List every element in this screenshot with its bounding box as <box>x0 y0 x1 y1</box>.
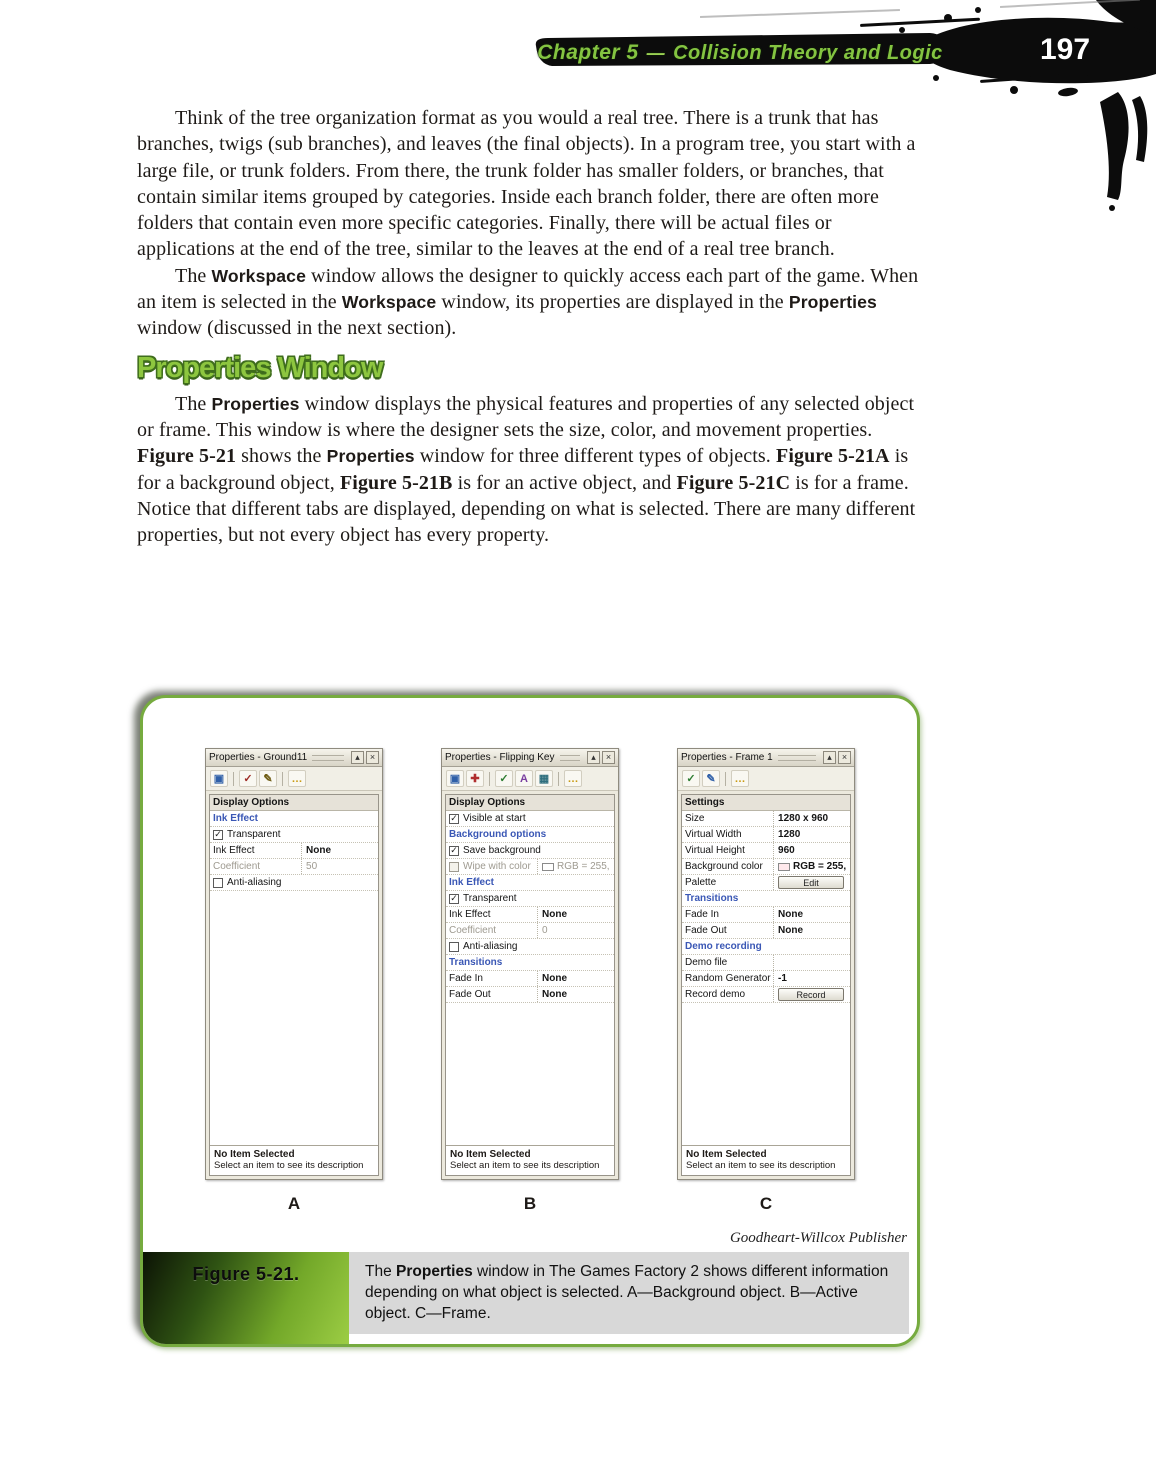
properties-panel-a <box>205 748 383 1180</box>
paragraph-properties-window <box>137 391 923 549</box>
chapter-label: Chapter 5 <box>537 41 639 64</box>
panel-body <box>445 794 615 1176</box>
figure-reference: Figure 5-21A <box>776 445 890 468</box>
figure-caption <box>143 1252 917 1344</box>
panel-titlebar[interactable] <box>678 749 854 767</box>
property-label: Anti-aliasing <box>213 875 376 890</box>
property-row[interactable] <box>682 827 850 843</box>
panel-toolbar <box>206 767 382 791</box>
property-row[interactable] <box>210 827 378 843</box>
property-row[interactable] <box>682 843 850 859</box>
figure-5-21 <box>140 695 920 1347</box>
property-row[interactable] <box>682 859 850 875</box>
panel-empty-area <box>682 1003 850 1145</box>
checkbox[interactable]: ✓ <box>450 813 458 823</box>
display-options-icon[interactable]: ▣ <box>210 770 228 787</box>
titlebar-grip <box>312 755 344 761</box>
property-label: Anti-aliasing <box>449 939 612 954</box>
property-row[interactable] <box>446 907 614 923</box>
section-label: Settings <box>685 797 725 808</box>
property-label: Demo file <box>685 957 728 968</box>
property-label: ✓ Transparent <box>450 893 517 904</box>
property-label: ✓ Visible at start <box>450 813 526 824</box>
property-row[interactable] <box>682 939 850 955</box>
property-label: Ink Effect <box>213 845 255 856</box>
body-text <box>137 105 923 548</box>
footer-description: Select an item to see its description <box>450 1160 600 1171</box>
section-label: Display Options <box>213 797 290 808</box>
properties-panel-b <box>441 748 619 1180</box>
section-link: Transitions <box>449 957 503 968</box>
text-segment: window for three different types of objects. <box>414 445 776 468</box>
runtime-options-icon[interactable]: ✓ <box>239 770 257 787</box>
property-value: None <box>773 923 848 938</box>
property-value <box>773 875 848 890</box>
figure-reference: Figure 5-21 <box>137 445 237 468</box>
figure-number: Figure 5-21. <box>192 1264 300 1284</box>
section-link: Background options <box>449 829 547 840</box>
property-row[interactable] <box>682 907 850 923</box>
about-icon[interactable]: … <box>731 770 749 787</box>
chapter-banner <box>537 38 943 68</box>
text-segment: window, its properties are displayed in the <box>436 291 789 314</box>
panel-titlebar[interactable] <box>442 749 618 767</box>
property-row[interactable] <box>210 875 378 891</box>
panel-footer <box>210 1145 378 1175</box>
property-label: Ink Effect <box>449 909 491 920</box>
property-row[interactable] <box>682 987 850 1003</box>
footer-description: Select an item to see its description <box>686 1160 836 1171</box>
property-row[interactable] <box>682 875 850 891</box>
chapter-title: Collision Theory and Logic <box>673 41 943 64</box>
property-label: Fade Out <box>685 925 727 936</box>
footer-title: No Item Selected <box>686 1149 767 1160</box>
section-link: Transitions <box>685 893 739 904</box>
panel-title: Properties - Frame 1 <box>681 752 773 763</box>
color-swatch[interactable] <box>778 863 790 871</box>
property-row[interactable] <box>446 987 614 1003</box>
display-options-icon[interactable]: ▣ <box>446 770 464 787</box>
property-value <box>773 955 848 970</box>
property-value: 960 <box>773 843 848 858</box>
panel-empty-area <box>210 891 378 1145</box>
section-heading: Properties Window <box>137 351 383 384</box>
property-row[interactable] <box>446 923 614 939</box>
property-label: Fade In <box>449 973 483 984</box>
section-link: Demo recording <box>685 941 762 952</box>
record-button[interactable]: Record <box>778 988 844 1001</box>
section-label: Display Options <box>449 797 526 808</box>
property-row[interactable] <box>210 811 378 827</box>
property-label: Coefficient <box>213 861 261 872</box>
panel-title: Properties - Flipping Key <box>445 752 555 763</box>
checkbox[interactable] <box>449 942 459 952</box>
close-button[interactable]: × <box>838 751 851 764</box>
collapse-button[interactable]: ▴ <box>587 751 600 764</box>
figure-panels <box>143 698 917 1214</box>
text-segment: window allows the designer to quickly access each part of the game. When an item is selected in the <box>137 264 919 314</box>
property-value: -1 <box>773 971 848 986</box>
property-row[interactable] <box>682 795 850 811</box>
checkbox[interactable]: ✓ <box>450 845 458 855</box>
page-number: 197 <box>1039 33 1091 66</box>
panel-column-b <box>441 748 619 1214</box>
property-label: Coefficient <box>449 925 497 936</box>
property-row[interactable] <box>682 923 850 939</box>
figure-part-label-a: A <box>287 1194 301 1213</box>
close-button[interactable]: × <box>602 751 615 764</box>
property-label: Wipe with color <box>449 859 537 874</box>
keyword-properties: Properties <box>396 1263 473 1280</box>
keyword-workspace: Workspace <box>211 265 306 286</box>
keyword-properties: Properties <box>211 393 300 414</box>
property-value: None <box>301 843 376 858</box>
property-label: Random Generator <box>685 973 771 984</box>
text-segment: window (discussed in the next section). <box>137 317 457 340</box>
text-segment: window in The Games Factory 2 shows different information depending on what object is selected. A—Background object. B—Active object. C—Frame. <box>365 1263 889 1322</box>
property-row[interactable] <box>446 843 614 859</box>
property-value: 0 <box>537 923 612 938</box>
property-value: RGB = 255, <box>773 859 848 874</box>
property-value: None <box>773 907 848 922</box>
panel-toolbar <box>442 767 618 791</box>
text-segment: is for a frame. Notice that different tabs are displayed, depending on what is selected. There are many different properties, but not every object has every property. <box>137 471 916 547</box>
paragraph-workspace <box>137 263 923 342</box>
keyword-properties: Properties <box>326 446 415 467</box>
panel-column-c <box>677 748 855 1214</box>
property-row[interactable] <box>446 971 614 987</box>
panel-toolbar <box>678 767 854 791</box>
banner-separator: — <box>646 42 666 63</box>
text-segment: The <box>175 264 212 287</box>
titlebar-grip <box>560 755 581 761</box>
checkbox[interactable] <box>213 878 223 888</box>
property-row[interactable] <box>446 891 614 907</box>
property-label: Virtual Width <box>685 829 742 840</box>
toolbar-separator <box>233 772 234 786</box>
property-label: Background color <box>685 861 763 872</box>
footer-title: No Item Selected <box>450 1149 531 1160</box>
properties-panel-c <box>677 748 855 1180</box>
text-segment: is for a background object, <box>137 445 909 494</box>
panel-body <box>681 794 851 1176</box>
property-row[interactable] <box>446 827 614 843</box>
about-icon[interactable]: … <box>564 770 582 787</box>
property-label: Palette <box>685 877 717 888</box>
toolbar-separator <box>725 772 726 786</box>
property-row[interactable] <box>682 811 850 827</box>
property-value: 1280 x 960 <box>773 811 848 826</box>
close-button[interactable]: × <box>366 751 379 764</box>
property-label: Fade Out <box>449 989 491 1000</box>
panel-column-a <box>205 748 383 1214</box>
figure-part-label-b: B <box>523 1194 537 1213</box>
property-label: Size <box>685 813 705 824</box>
text-segment: The <box>365 1263 397 1280</box>
property-label: Record demo <box>685 989 746 1000</box>
property-row[interactable] <box>446 939 614 955</box>
property-row[interactable] <box>446 795 614 811</box>
events-icon[interactable]: ✎ <box>259 770 277 787</box>
property-label: Fade In <box>685 909 719 920</box>
figure-credit: Goodheart-Willcox Publisher <box>729 1230 907 1246</box>
toolbar-separator <box>282 772 283 786</box>
text-segment: window displays the physical features and properties of any selected object or frame. This window is where the designer sets the size, color, and movement properties. <box>137 392 915 441</box>
text-segment: is for an active object, and <box>452 471 677 494</box>
property-label: Virtual Height <box>685 845 745 856</box>
property-value: 1280 <box>773 827 848 842</box>
property-row[interactable] <box>446 859 614 875</box>
paragraph-tree-organization: Think of the tree organization format as you would a real tree. There is a trunk that has branches, twigs (sub branches), and leaves (the final objects). In a program tree, you start with a large file, or trunk folders. From there, the trunk folder has smaller folders, or branches, that contain similar items grouped by categories. Inside each branch folder, there are often more folders that contain even more specific categories. Finally, there will be actual files or applications at the end of the tree, similar to the leaves at the end of a real tree branch. <box>137 107 916 261</box>
toolbar-separator <box>558 772 559 786</box>
color-swatch[interactable] <box>542 863 554 871</box>
panel-footer <box>682 1145 850 1175</box>
property-value: 50 <box>301 859 376 874</box>
property-value: RGB = 255, <box>537 859 612 874</box>
section-link: Ink Effect <box>213 813 259 824</box>
property-value <box>773 987 848 1002</box>
text-segment: The <box>175 392 212 415</box>
property-row[interactable] <box>446 955 614 971</box>
about-icon[interactable]: … <box>288 770 306 787</box>
collapse-button[interactable]: ▴ <box>823 751 836 764</box>
footer-title: No Item Selected <box>214 1149 295 1160</box>
property-row[interactable] <box>446 811 614 827</box>
property-row[interactable] <box>446 875 614 891</box>
panel-body <box>209 794 379 1176</box>
figure-caption-text <box>349 1252 909 1334</box>
panel-titlebar[interactable] <box>206 749 382 767</box>
panel-empty-area <box>446 1003 614 1145</box>
figure-reference: Figure 5-21C <box>676 471 791 494</box>
edit-button[interactable]: Edit <box>778 876 844 889</box>
events-icon[interactable]: ▦ <box>535 770 553 787</box>
figure-label-cell <box>143 1252 349 1344</box>
figure-part-label-c: C <box>759 1194 773 1213</box>
runtime-options-icon[interactable]: ✎ <box>702 770 720 787</box>
section-link: Ink Effect <box>449 877 495 888</box>
keyword-workspace: Workspace <box>341 292 437 313</box>
property-row[interactable] <box>682 891 850 907</box>
checkbox[interactable] <box>449 862 459 872</box>
property-row[interactable] <box>682 971 850 987</box>
text-segment: shows the <box>236 445 327 468</box>
property-label: ✓ Save background <box>450 845 541 856</box>
property-label: ✓ Transparent <box>214 829 281 840</box>
settings-icon[interactable]: ✓ <box>682 770 700 787</box>
property-value: None <box>537 987 612 1002</box>
keyword-properties: Properties <box>788 292 877 313</box>
property-row[interactable] <box>210 843 378 859</box>
property-value: None <box>537 971 612 986</box>
checkbox[interactable]: ✓ <box>450 893 458 903</box>
property-row[interactable] <box>682 955 850 971</box>
movement-icon[interactable]: ✚ <box>466 770 484 787</box>
property-row[interactable] <box>210 795 378 811</box>
panel-footer <box>446 1145 614 1175</box>
titlebar-grip <box>778 755 816 761</box>
values-icon[interactable]: A <box>515 770 533 787</box>
footer-description: Select an item to see its description <box>214 1160 364 1171</box>
checkbox[interactable]: ✓ <box>214 829 222 839</box>
collapse-button[interactable]: ▴ <box>351 751 364 764</box>
panel-title: Properties - Ground11 <box>209 752 308 763</box>
figure-reference: Figure 5-21B <box>339 471 453 494</box>
toolbar-separator <box>489 772 490 786</box>
property-value: None <box>537 907 612 922</box>
property-row[interactable] <box>210 859 378 875</box>
runtime-options-icon[interactable]: ✓ <box>495 770 513 787</box>
